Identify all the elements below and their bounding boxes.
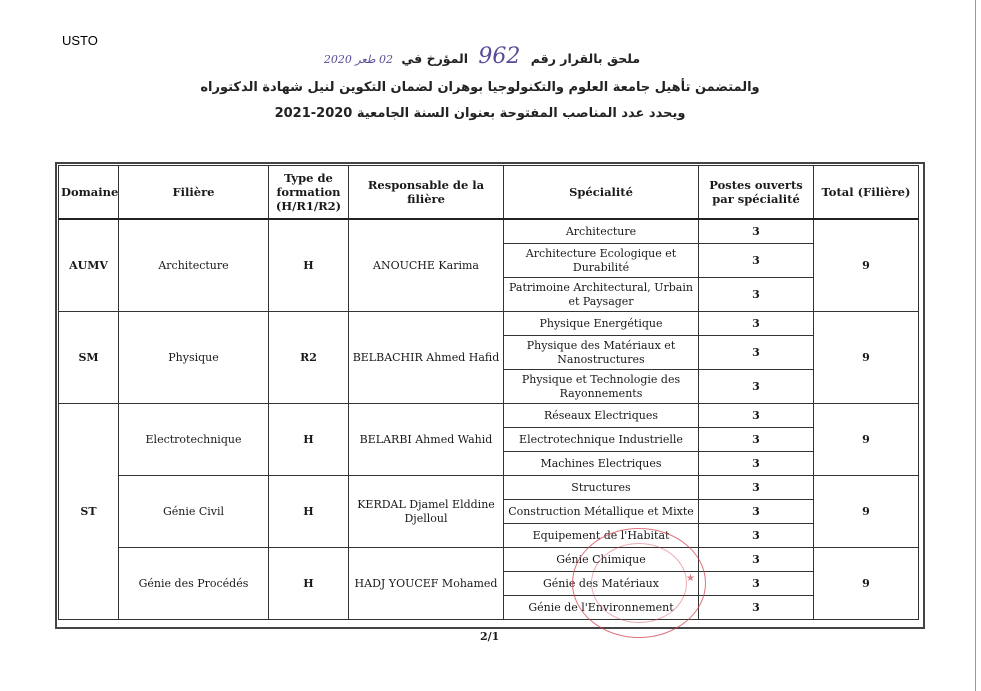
header-subtitle-line: ويحدد عدد المناصب المفتوحة بعنوان السنة الجامعية 2020-2021 <box>274 106 686 121</box>
header-title-line: والمتضمن تأهيل جامعة العلوم والتكنولوجيا بوهران لضمان التكوين لنيل شهادة الدكتوراه <box>200 80 760 95</box>
responsable-cell: HADJ YOUCEF Mohamed <box>349 548 504 620</box>
type-cell: H <box>269 476 349 548</box>
table-row <box>59 219 919 244</box>
specialite-cell: Electrotechnique Industrielle <box>504 428 699 452</box>
postes-cell: 3 <box>699 336 814 370</box>
decree-reference-line <box>150 44 810 69</box>
table-body <box>59 219 919 620</box>
postes-cell: 3 <box>699 312 814 336</box>
domaine-cell: AUMV <box>59 219 119 312</box>
page-edge-rule <box>975 0 976 691</box>
postes-cell: 3 <box>699 476 814 500</box>
specialite-cell: Patrimoine Architectural, Urbain et Paysager <box>504 278 699 312</box>
table-header-row <box>59 166 919 220</box>
header-type-line2: formation <box>276 185 341 199</box>
decree-number: 962 <box>478 44 521 69</box>
header-postes <box>699 166 814 220</box>
header-type-line3: (H/R1/R2) <box>275 199 342 213</box>
header-total: Total (Filière) <box>814 166 919 220</box>
document-header <box>150 44 810 127</box>
header-domaine: Domaine <box>59 166 119 220</box>
specialite-cell: Physique Energétique <box>504 312 699 336</box>
header-specialite: Spécialité <box>504 166 699 220</box>
responsable-cell: BELARBI Ahmed Wahid <box>349 404 504 476</box>
table-row <box>59 476 919 500</box>
postes-cell: 3 <box>699 278 814 312</box>
domaine-cell: ST <box>59 404 119 620</box>
filiere-cell: Electrotechnique <box>119 404 269 476</box>
total-cell: 9 <box>814 219 919 312</box>
postes-cell: 3 <box>699 244 814 278</box>
page-number: 2/1 <box>480 630 500 643</box>
header-type-line1: Type de <box>284 171 333 185</box>
header-postes-line1: Postes ouverts <box>709 178 803 192</box>
specialite-cell: Machines Electriques <box>504 452 699 476</box>
total-cell: 9 <box>814 476 919 548</box>
filiere-cell: Physique <box>119 312 269 404</box>
table-row <box>59 548 919 572</box>
type-cell: R2 <box>269 312 349 404</box>
postes-cell: 3 <box>699 219 814 244</box>
domaine-cell: SM <box>59 312 119 404</box>
decree-text-b: المؤرخ في <box>401 51 468 66</box>
header-responsable: Responsable de la filière <box>349 166 504 220</box>
specialite-cell: Physique des Matériaux et Nanostructures <box>504 336 699 370</box>
header-type-formation <box>269 166 349 220</box>
decree-text-a: ملحق بالقرار رقم <box>530 51 641 66</box>
postes-cell: 3 <box>699 572 814 596</box>
specialite-cell: Construction Métallique et Mixte <box>504 500 699 524</box>
specialite-cell: Génie de l'Environnement <box>504 596 699 620</box>
postes-cell: 3 <box>699 596 814 620</box>
specialite-cell: Architecture Ecologique et Durabilité <box>504 244 699 278</box>
postes-cell: 3 <box>699 428 814 452</box>
table-row <box>59 404 919 428</box>
specialite-cell: Réseaux Electriques <box>504 404 699 428</box>
header-filiere: Filière <box>119 166 269 220</box>
specialite-cell: Equipement de l'Habitat <box>504 524 699 548</box>
postes-cell: 3 <box>699 404 814 428</box>
filiere-cell: Génie des Procédés <box>119 548 269 620</box>
filiere-cell: Génie Civil <box>119 476 269 548</box>
specialite-cell: Physique et Technologie des Rayonnements <box>504 370 699 404</box>
postes-cell: 3 <box>699 500 814 524</box>
specialite-cell: Génie Chimique <box>504 548 699 572</box>
type-cell: H <box>269 548 349 620</box>
postes-cell: 3 <box>699 524 814 548</box>
responsable-cell: ANOUCHE Karima <box>349 219 504 312</box>
header-postes-line2: par spécialité <box>712 192 800 206</box>
postes-cell: 3 <box>699 452 814 476</box>
specialite-cell: Génie des Matériaux <box>504 572 699 596</box>
type-cell: H <box>269 404 349 476</box>
responsable-cell: BELBACHIR Ahmed Hafid <box>349 312 504 404</box>
stamp-star-icon: ★ <box>686 573 695 584</box>
specialite-cell: Architecture <box>504 219 699 244</box>
filiere-cell: Architecture <box>119 219 269 312</box>
table-row <box>59 312 919 336</box>
postes-cell: 3 <box>699 548 814 572</box>
total-cell: 9 <box>814 548 919 620</box>
responsable-cell: KERDAL Djamel Elddine Djelloul <box>349 476 504 548</box>
institution-label: USTO <box>62 33 98 48</box>
type-cell: H <box>269 219 349 312</box>
decree-date: 02 طعر 2020 <box>323 53 394 66</box>
postes-cell: 3 <box>699 370 814 404</box>
total-cell: 9 <box>814 312 919 404</box>
specialite-cell: Structures <box>504 476 699 500</box>
positions-table <box>58 165 919 620</box>
total-cell: 9 <box>814 404 919 476</box>
